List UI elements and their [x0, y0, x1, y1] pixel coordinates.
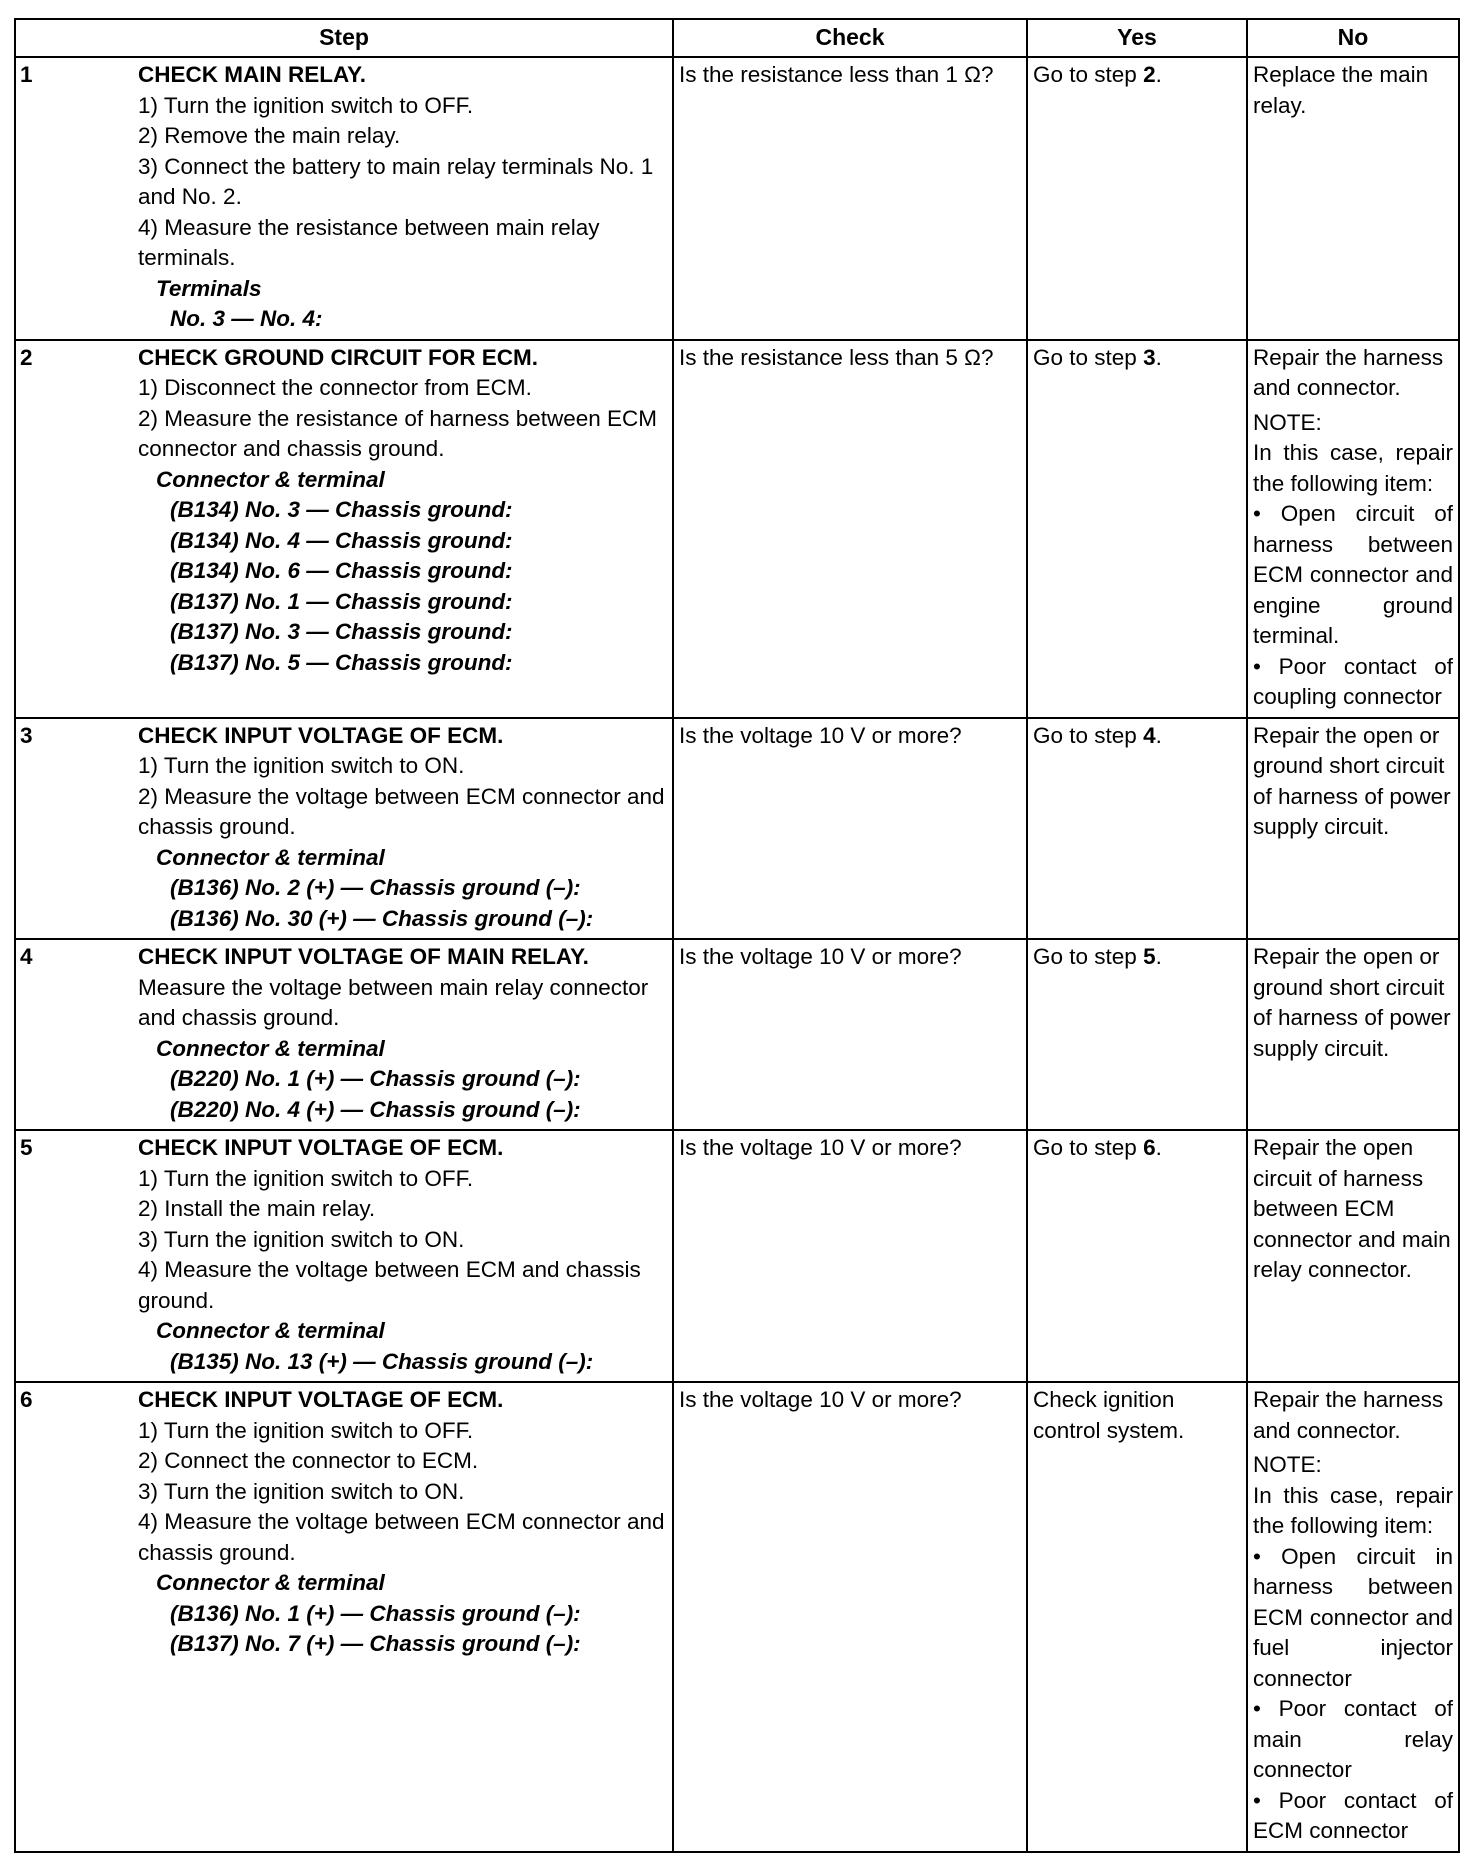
step-title: CHECK GROUND CIRCUIT FOR ECM. [138, 344, 538, 370]
spec-terminal: (B137) No. 3 — Chassis ground: [170, 619, 513, 644]
spec-terminal: (B137) No. 1 — Chassis ground: [170, 588, 513, 614]
step-description [132, 939, 673, 1130]
step-instruction: 2) Install the main relay. [138, 1196, 376, 1221]
yes-text: Check ignition control system. [1033, 1387, 1185, 1443]
step-description [132, 57, 673, 340]
yes-suffix: . [1155, 944, 1162, 969]
step-instruction: 1) Turn the ignition switch to OFF. [138, 1417, 474, 1443]
column-header-no: No [1247, 19, 1459, 57]
spec-terminal: (B134) No. 3 — Chassis ground: [170, 497, 513, 522]
spec-terminal: (B136) No. 1 (+) — Chassis ground (–): [170, 1600, 581, 1626]
yes-suffix: . [1155, 62, 1162, 87]
spec-header: Connector & terminal [156, 466, 385, 492]
spec-terminal: (B134) No. 4 — Chassis ground: [170, 527, 513, 553]
step-instruction: 2) Connect the connector to ECM. [138, 1448, 479, 1473]
yes-step-link: 4 [1143, 722, 1156, 748]
table-row [15, 57, 1459, 340]
column-header-yes: Yes [1027, 19, 1247, 57]
spec-header: Terminals [156, 275, 262, 301]
yes-suffix: . [1155, 344, 1162, 370]
table-row [15, 1130, 1459, 1382]
column-header-check: Check [673, 19, 1027, 57]
table-row [15, 340, 1459, 718]
yes-prefix: Go to step [1033, 344, 1144, 370]
step-instruction: 3) Turn the ignition switch to ON. [138, 1478, 465, 1504]
no-action [1247, 718, 1459, 940]
step-instruction: 1) Turn the ignition switch to OFF. [138, 92, 474, 118]
yes-prefix: Go to step [1033, 722, 1144, 748]
yes-action [1027, 340, 1247, 718]
step-instruction: 3) Turn the ignition switch to ON. [138, 1226, 465, 1252]
no-action [1247, 939, 1459, 1130]
step-description [132, 1382, 673, 1852]
yes-suffix: . [1155, 1135, 1162, 1160]
no-action [1247, 340, 1459, 718]
step-number-text: 5 [20, 1135, 33, 1160]
step-description [132, 340, 673, 718]
step-description [132, 1130, 673, 1382]
spec-terminal: (B220) No. 4 (+) — Chassis ground (–): [170, 1096, 581, 1122]
step-title: CHECK INPUT VOLTAGE OF MAIN RELAY. [138, 944, 589, 969]
step-description [132, 718, 673, 940]
check-question: Is the voltage 10 V or more? [673, 1382, 1027, 1852]
note-item: • Poor contact of main relay connector [1253, 1696, 1453, 1782]
note-item: • Open circuit in harness between ECM connector and fuel injector connector [1253, 1543, 1453, 1691]
no-action [1247, 1382, 1459, 1852]
step-number-text: 2 [20, 344, 33, 370]
step-instruction: 4) Measure the resistance between main relay terminals. [138, 214, 600, 270]
check-question: Is the voltage 10 V or more? [673, 1130, 1027, 1382]
yes-action [1027, 939, 1247, 1130]
spec-header: Connector & terminal [156, 844, 385, 870]
table-row [15, 1382, 1459, 1852]
step-title: CHECK INPUT VOLTAGE OF ECM. [138, 1387, 504, 1412]
step-instruction: 2) Remove the main relay. [138, 123, 401, 148]
header-row [15, 19, 1459, 57]
spec-terminal: (B135) No. 13 (+) — Chassis ground (–): [170, 1348, 594, 1374]
step-instruction: 1) Turn the ignition switch to OFF. [138, 1165, 474, 1191]
yes-suffix: . [1155, 722, 1162, 748]
step-number-text: 4 [20, 944, 33, 969]
step-number [15, 939, 132, 1130]
yes-step-link: 6 [1143, 1135, 1156, 1160]
check-question: Is the resistance less than 5 Ω? [673, 340, 1027, 718]
note-item: • Poor contact of coupling connector [1253, 653, 1453, 709]
spec-header: Connector & terminal [156, 1570, 385, 1595]
spec-terminal: (B136) No. 2 (+) — Chassis ground (–): [170, 875, 581, 900]
spec-header: Connector & terminal [156, 1318, 385, 1343]
yes-action [1027, 57, 1247, 340]
yes-step-link: 5 [1143, 944, 1156, 969]
note-item: • Poor contact of ECM connector [1253, 1787, 1453, 1843]
check-question: Is the voltage 10 V or more? [673, 939, 1027, 1130]
step-instruction: 1) Turn the ignition switch to ON. [138, 753, 465, 778]
step-instruction: 2) Measure the resistance of harness between ECM connector and chassis ground. [138, 405, 658, 461]
spec-terminal: (B137) No. 7 (+) — Chassis ground (–): [170, 1631, 581, 1656]
check-question: Is the voltage 10 V or more? [673, 718, 1027, 940]
step-instruction: 4) Measure the voltage between ECM connector and chassis ground. [138, 1509, 665, 1565]
no-text: Repair the open circuit of harness between ECM connector and main relay connector. [1253, 1135, 1451, 1282]
no-action [1247, 57, 1459, 340]
step-number-text: 3 [20, 722, 33, 748]
step-instruction: 2) Measure the voltage between ECM connector and chassis ground. [138, 783, 665, 839]
step-title: CHECK INPUT VOLTAGE OF ECM. [138, 1135, 504, 1160]
no-action [1247, 1130, 1459, 1382]
yes-action [1027, 1382, 1247, 1852]
spec-terminal: (B136) No. 30 (+) — Chassis ground (–): [170, 905, 594, 931]
yes-step-link: 3 [1143, 344, 1156, 370]
spec-terminal: (B137) No. 5 — Chassis ground: [170, 649, 513, 675]
note-intro: In this case, repair the following item: [1253, 1482, 1453, 1538]
column-header-step: Step [15, 19, 673, 57]
no-text: Replace the main relay. [1253, 62, 1429, 118]
yes-prefix: Go to step [1033, 1135, 1144, 1160]
yes-action [1027, 1130, 1247, 1382]
spec-terminal: (B134) No. 6 — Chassis ground: [170, 558, 513, 583]
step-number-text: 6 [20, 1387, 33, 1412]
diagnostic-table [14, 18, 1460, 1853]
step-number [15, 1130, 132, 1382]
step-title: CHECK MAIN RELAY. [138, 62, 366, 87]
check-question: Is the resistance less than 1 Ω? [673, 57, 1027, 340]
diagnostic-page [14, 18, 1458, 1853]
yes-step-link: 2 [1143, 62, 1156, 87]
step-number-text: 1 [20, 62, 33, 87]
step-instruction: 4) Measure the voltage between ECM and chassis ground. [138, 1257, 641, 1313]
no-text: Repair the open or ground short circuit of harness of power supply circuit. [1253, 944, 1451, 1061]
step-instruction: Measure the voltage between main relay connector and chassis ground. [138, 974, 649, 1030]
no-text: Repair the open or ground short circuit of harness of power supply circuit. [1253, 722, 1451, 839]
spec-header: Connector & terminal [156, 1035, 385, 1061]
yes-prefix: Go to step [1033, 944, 1144, 969]
step-instruction: 1) Disconnect the connector from ECM. [138, 375, 532, 400]
note-label: NOTE: [1253, 1452, 1322, 1477]
step-number [15, 1382, 132, 1852]
step-number [15, 718, 132, 940]
table-row [15, 718, 1459, 940]
step-number [15, 57, 132, 340]
yes-prefix: Go to step [1033, 62, 1144, 87]
spec-terminal: No. 3 — No. 4: [170, 306, 323, 331]
note-intro: In this case, repair the following item: [1253, 440, 1453, 496]
step-title: CHECK INPUT VOLTAGE OF ECM. [138, 722, 504, 748]
step-number [15, 340, 132, 718]
note-label: NOTE: [1253, 409, 1322, 435]
step-instruction: 3) Connect the battery to main relay terminals No. 1 and No. 2. [138, 153, 654, 209]
yes-action [1027, 718, 1247, 940]
spec-terminal: (B220) No. 1 (+) — Chassis ground (–): [170, 1066, 581, 1091]
note-item: • Open circuit of harness between ECM connector and engine ground terminal. [1253, 501, 1453, 648]
no-text: Repair the harness and connector. [1253, 1387, 1444, 1443]
table-row [15, 939, 1459, 1130]
no-text: Repair the harness and connector. [1253, 344, 1444, 400]
